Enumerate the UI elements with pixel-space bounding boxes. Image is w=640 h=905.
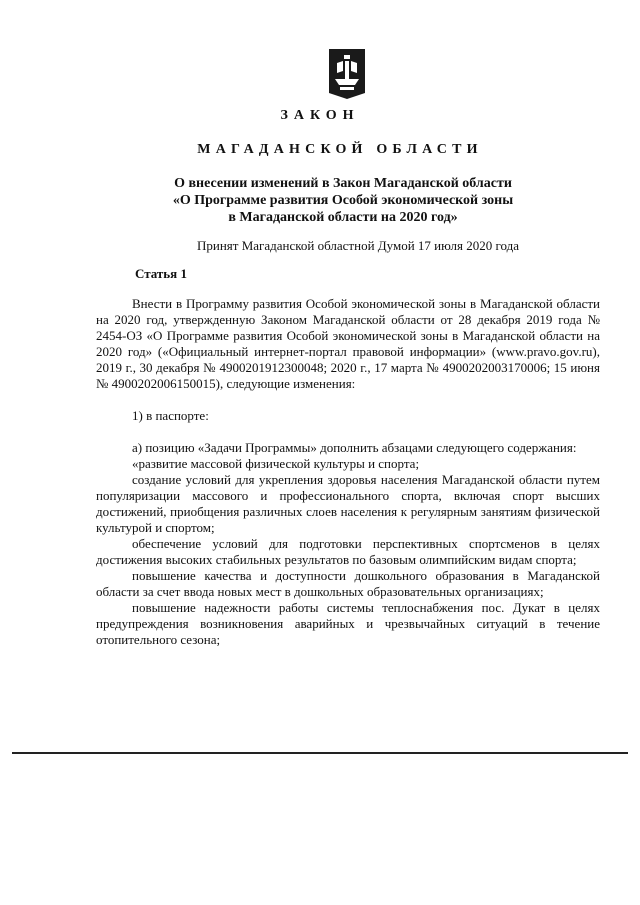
item-paragraph: 1) в паспорте: (132, 408, 209, 423)
subitem-paragraph: а) позицию «Задачи Программы» дополнить абзацами следующего содержания: (132, 440, 577, 455)
law-title-line: в Магаданской области на 2020 год» (228, 210, 458, 225)
subitem-paragraph: создание условий для укрепления здоровья населения Магаданской области путем популяризации массового и профессионального спорта, включая спорт высших достижений, приобщения различных слоев населения к регулярным занятиям физической культурой и спортом; (96, 472, 600, 535)
subitem-paragraph: повышение надежности работы системы теплоснабжения пос. Дукат в целях предупреждения возникновения аварийных и чрезвычайных ситуаций в течение отопительного сезона; (96, 600, 600, 647)
subitem-paragraph: «развитие массовой физической культуры и спорта; (132, 456, 420, 471)
coat-of-arms-icon (329, 49, 365, 99)
law-title-line: О внесении изменений в Закон Магаданской области (174, 176, 512, 191)
subitems-list (96, 440, 600, 648)
law-title-line: «О Программе развития Особой экономической зоны (172, 193, 514, 208)
page-divider (12, 752, 628, 754)
item-1 (96, 408, 600, 424)
region-heading: МАГАДАНСКОЙ ОБЛАСТИ (197, 142, 483, 157)
article-body (96, 296, 600, 392)
document-type-heading: ЗАКОН (280, 108, 360, 123)
adoption-note: Принят Магаданской областной Думой 17 июля 2020 года (197, 238, 519, 253)
subitem-paragraph: повышение качества и доступности дошкольного образования в Магаданской области за счет ввода новых мест в дошкольных образовательных организациях; (96, 568, 600, 599)
article-paragraph: Внести в Программу развития Особой экономической зоны в Магаданской области на 2020 год, утвержденную Законом Магаданской области от 28 декабря 2019 года № 2454-ОЗ «О Программе развития Особой экономической зоны в Магаданской области на 2020 год» («Официальный интернет-портал правовой информации» (www.pravo.gov.ru), 2019 г., 30 декабря № 4900201912300048; 2020 г., 17 марта № 4900202003170006; 15 июня № 4900202006150015), следующие изменения: (96, 296, 600, 391)
article-heading: Статья 1 (135, 266, 187, 281)
subitem-paragraph: обеспечение условий для подготовки перспективных спортсменов в целях достижения высоких стабильных результатов по базовым олимпийским видам спорта; (96, 536, 600, 567)
law-title (110, 175, 576, 226)
